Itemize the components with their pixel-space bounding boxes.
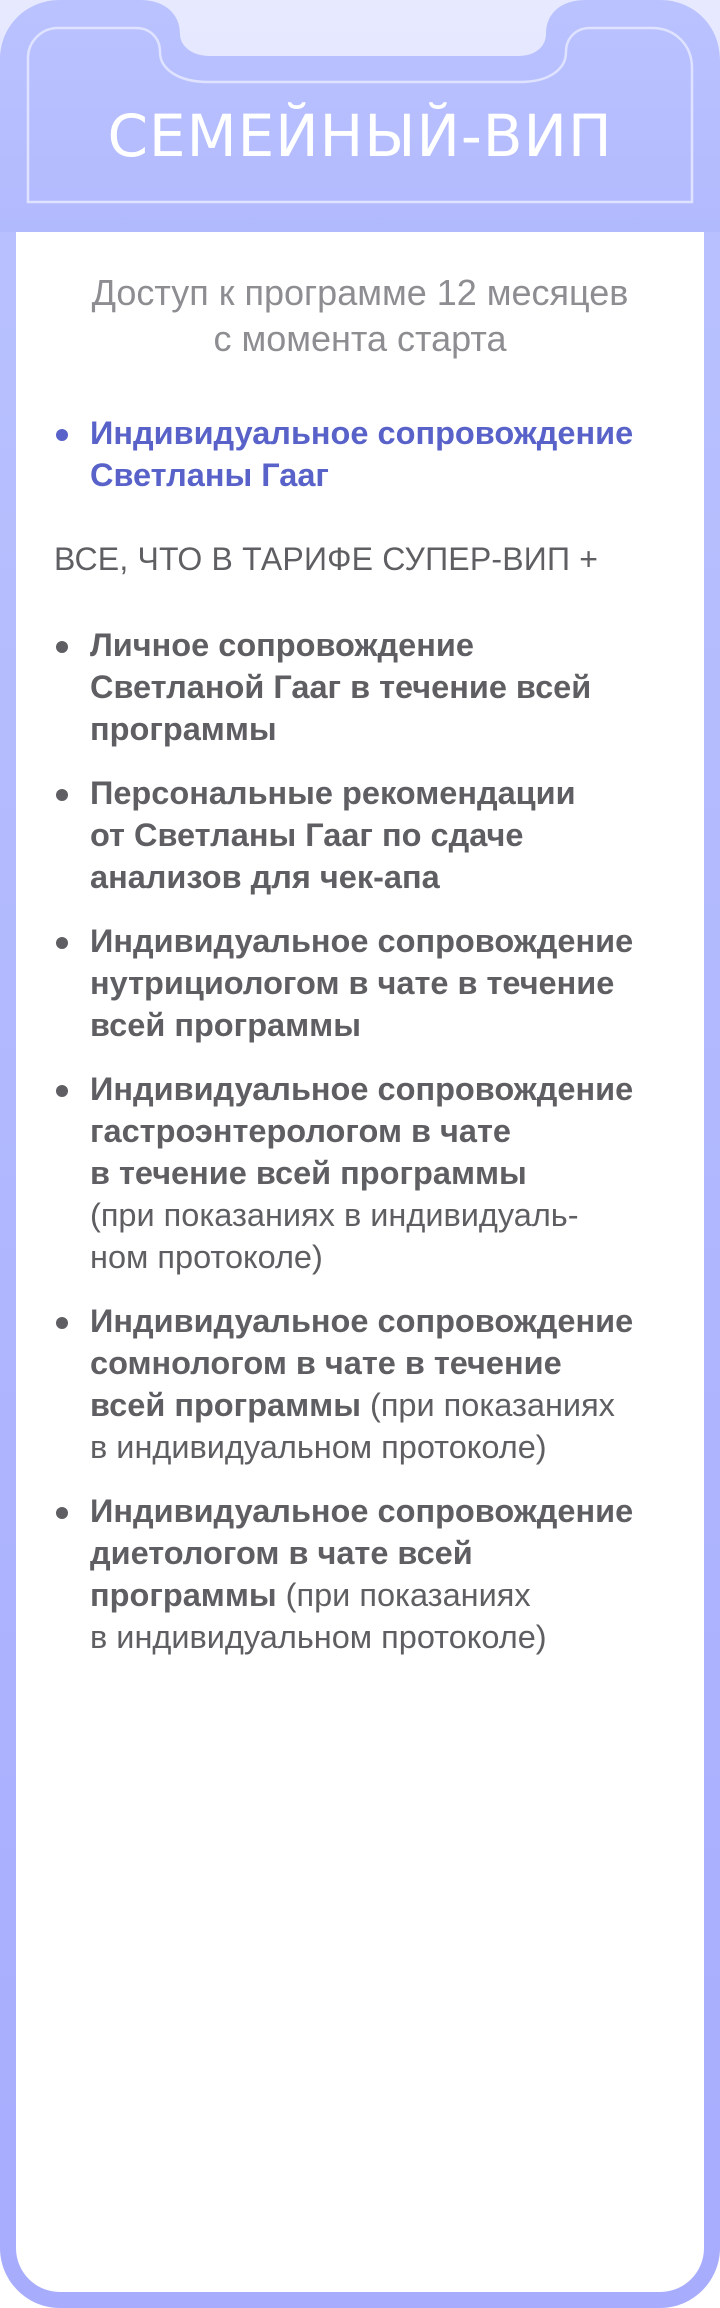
bullet-icon: [56, 429, 68, 441]
feature-line: Индивидуальное сопровождение: [90, 1071, 634, 1107]
feature-line: Индивидуальное сопровождение: [90, 923, 634, 959]
feature-note: (при показаниях: [276, 1577, 531, 1613]
feature-line: анализов для чек-апа: [90, 859, 440, 895]
feature-line: Личное сопровождение: [90, 627, 474, 663]
feature-note: в индивидуальном протоколе): [90, 1429, 547, 1465]
feature-item: [56, 920, 686, 1046]
feature-note: в индивидуальном протоколе): [90, 1619, 547, 1655]
access-line-1: Доступ к программе 12 месяцев: [91, 272, 629, 313]
feature-line: в течение всей программы: [90, 1155, 527, 1191]
feature-item: [56, 772, 686, 898]
feature-note: (при показаниях в индивидуаль-: [90, 1197, 579, 1233]
feature-line: сомнологом в чате в течение: [90, 1345, 562, 1381]
feature-item: [56, 1490, 686, 1658]
feature-line: программы: [90, 1577, 277, 1613]
bullet-icon: [56, 1317, 68, 1329]
features-list: [56, 624, 686, 1658]
bullet-icon: [56, 1507, 68, 1519]
bullet-icon: [56, 1085, 68, 1097]
feature-item: [56, 1068, 686, 1278]
section-heading: ВСЕ, ЧТО В ТАРИФЕ СУПЕР-ВИП +: [54, 541, 599, 577]
bullet-icon: [56, 937, 68, 949]
feature-line: всей программы: [90, 1387, 361, 1423]
feature-line: Индивидуальное сопровождение: [90, 1493, 634, 1529]
bullet-icon: [56, 641, 68, 653]
access-line-2: с момента старта: [213, 318, 507, 359]
feature-line: Светланой Гааг в течение всей: [90, 669, 592, 705]
feature-line: всей программы: [90, 1007, 361, 1043]
feature-note: (при показаниях: [360, 1387, 615, 1423]
feature-line: от Светланы Гааг по сдаче: [90, 817, 524, 853]
feature-line: Персональные рекомендации: [90, 775, 576, 811]
main-benefit-line-1: Индивидуальное сопровождение: [90, 415, 634, 451]
feature-note: ном протоколе): [90, 1239, 323, 1275]
feature-item: [56, 624, 686, 750]
access-info: [40, 270, 680, 362]
feature-line: Индивидуальное сопровождение: [90, 1303, 634, 1339]
tariff-title: СЕМЕЙНЫЙ-ВИП: [107, 102, 613, 170]
main-benefit-item: [56, 412, 686, 496]
feature-line: гастроэнтерологом в чате: [90, 1113, 511, 1149]
feature-item: [56, 1300, 686, 1468]
feature-line: нутрициологом в чате в течение: [90, 965, 615, 1001]
feature-line: программы: [90, 711, 277, 747]
main-benefit-line-2: Светланы Гааг: [90, 457, 329, 493]
main-benefit-list: [56, 412, 686, 496]
bullet-icon: [56, 789, 68, 801]
feature-line: диетологом в чате всей: [90, 1535, 473, 1571]
